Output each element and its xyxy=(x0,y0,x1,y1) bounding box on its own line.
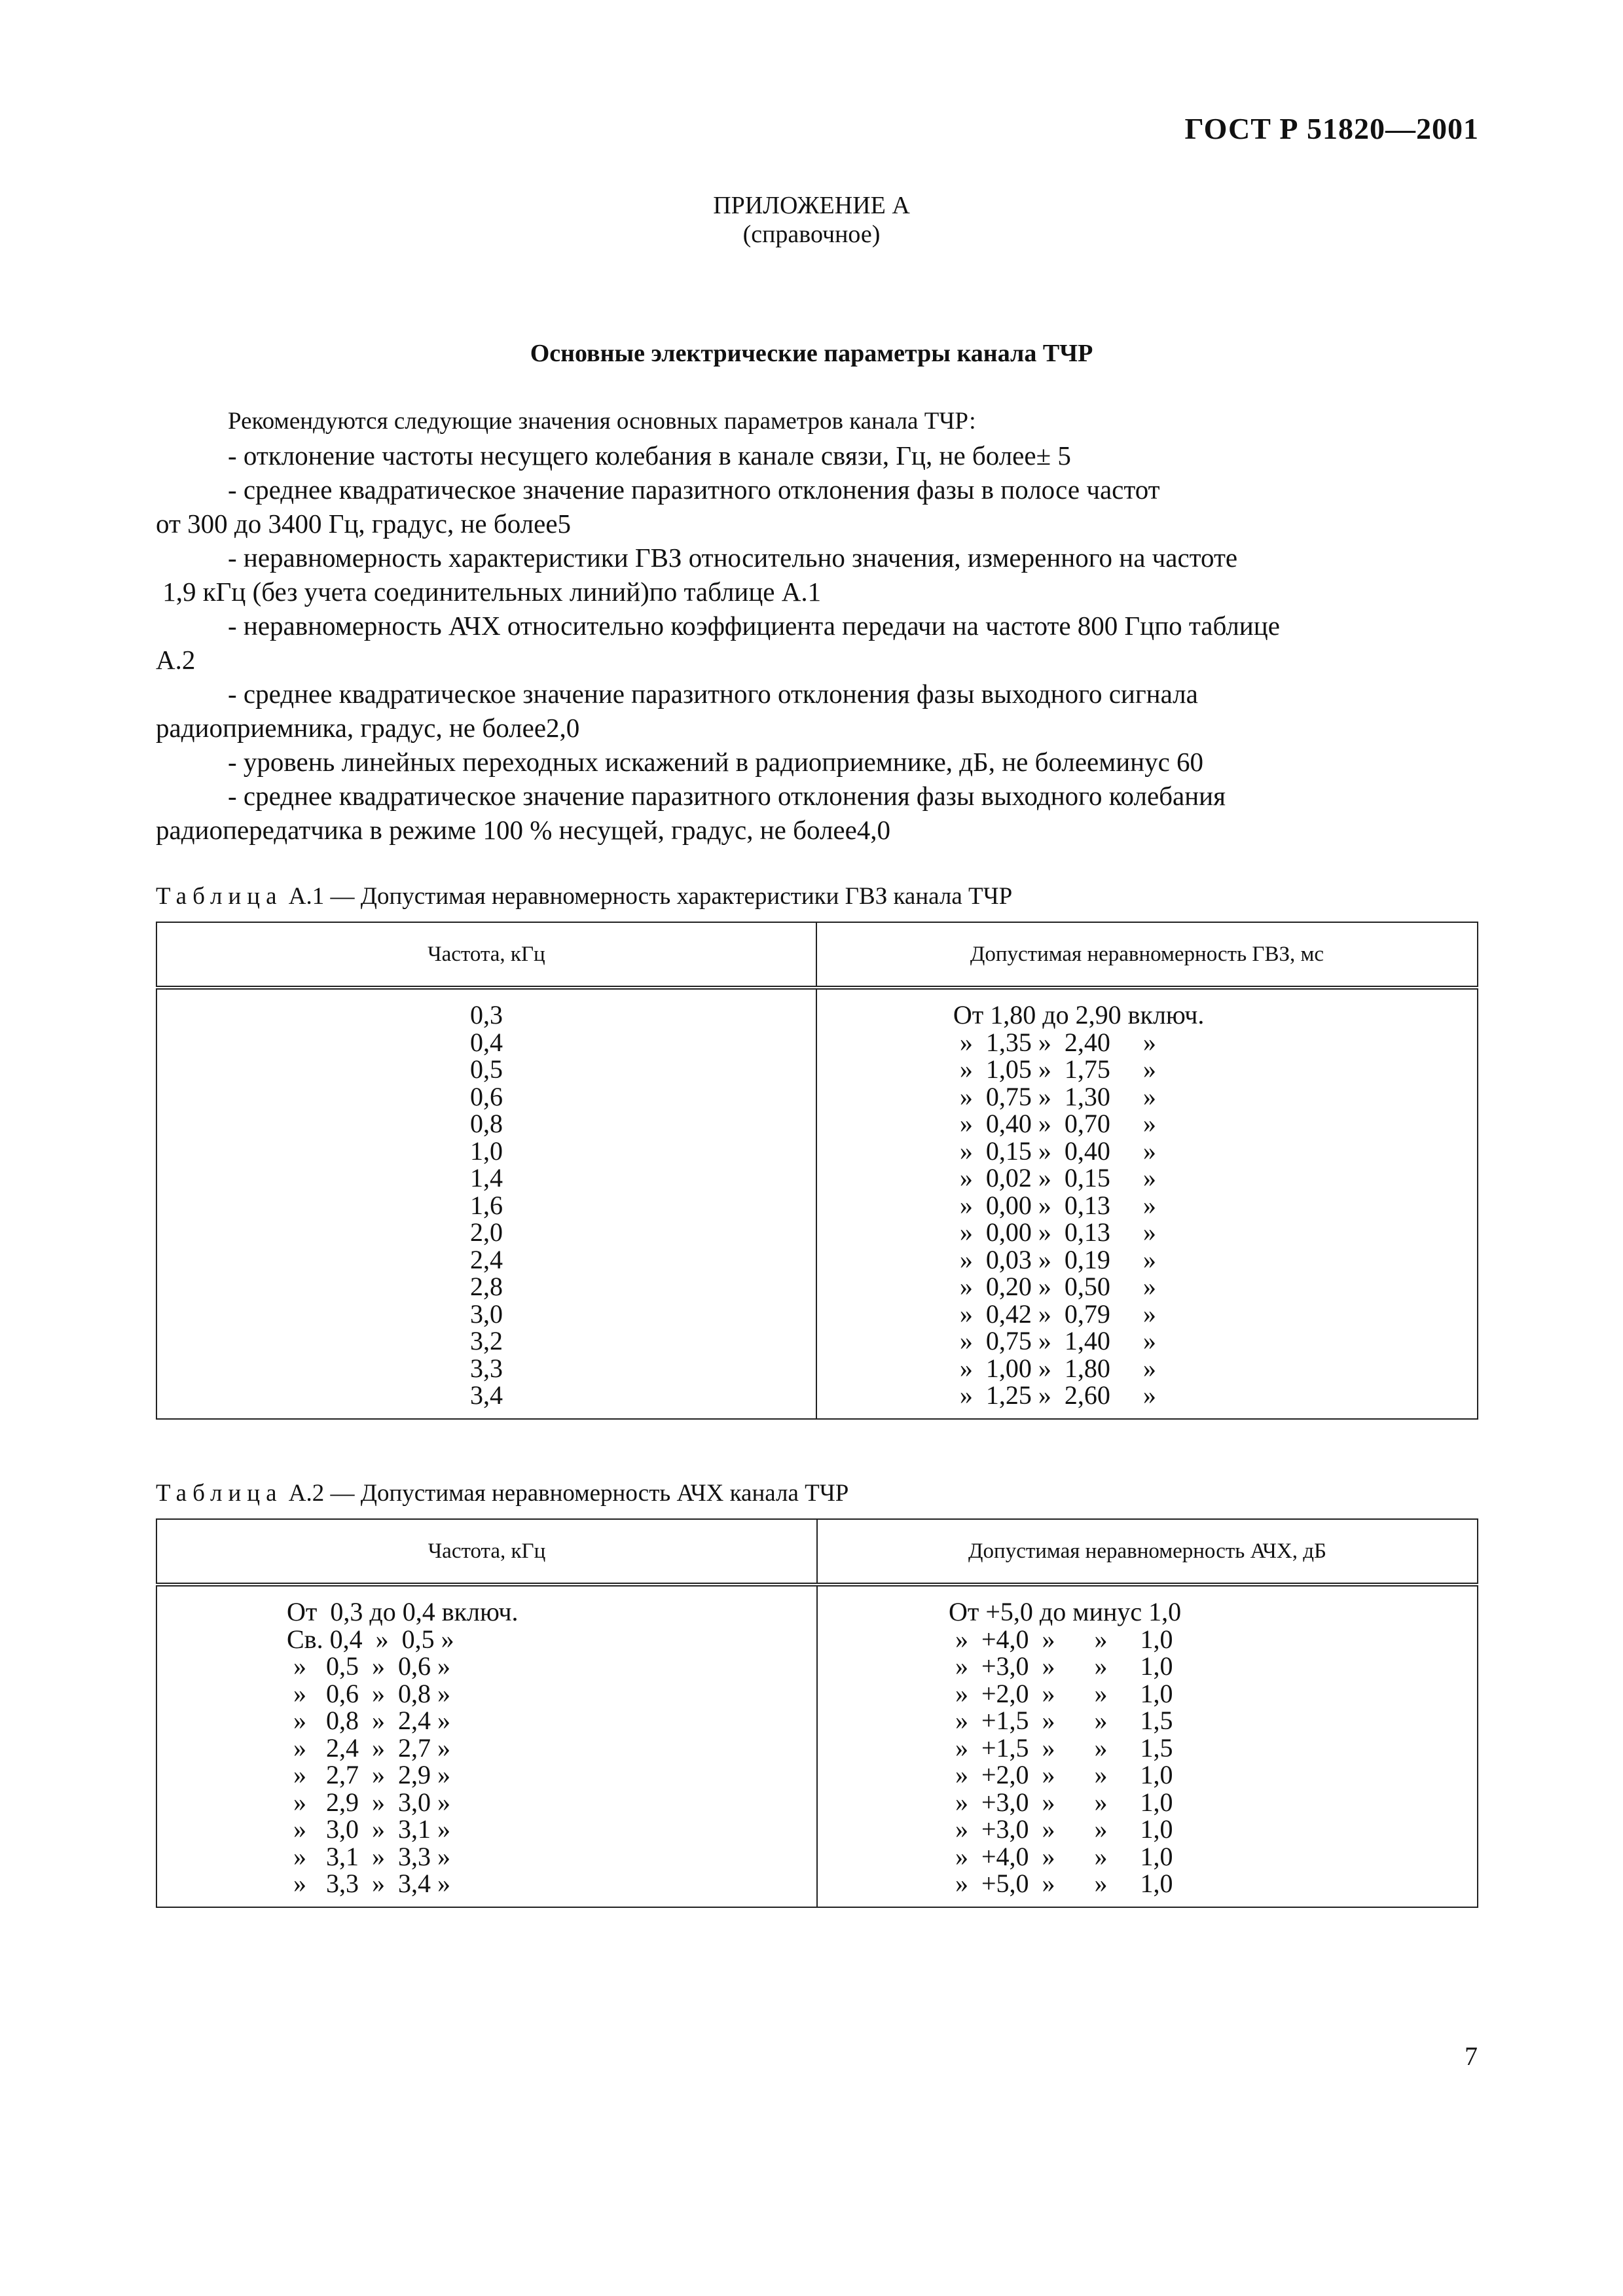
table1-frequency-cell: 2,4 xyxy=(469,1244,503,1274)
table1-gvz-cell: » 0,03 » 0,19 » xyxy=(953,1244,1156,1274)
param-transient-distortion: - уровень линейных переходных искажений в радиоприемнике, дБ, не болееминус 60 xyxy=(228,747,1204,777)
param-transmitter-phase-line1: - среднее квадратическое значение паразитного отклонения фазы выходного колебания xyxy=(228,781,1226,811)
table1-frequency-cell: 2,0 xyxy=(469,1217,503,1247)
param-frequency-deviation: - отклонение частоты несущего колебания в канале связи, Гц, не более± 5 xyxy=(228,440,1071,471)
table1-header-row xyxy=(156,922,1478,988)
table1-gvz-cell: » 0,40 » 0,70 » xyxy=(953,1109,1156,1138)
param-receiver-phase-line1: - среднее квадратическое значение паразитного отклонения фазы выходного сигнала xyxy=(228,679,1198,709)
table2-body-row xyxy=(156,1585,1478,1907)
table1-frequency-cell: 0,6 xyxy=(469,1081,503,1111)
section-heading: Основные электрические параметры канала ТЧР xyxy=(530,340,1093,367)
table1-gvz-cell: » 0,75 » 1,40 » xyxy=(953,1326,1156,1355)
param-receiver-phase-line2: радиоприемника, градус, не более2,0 xyxy=(156,713,580,743)
param-achh-line2: А.2 xyxy=(156,645,196,675)
table1-caption xyxy=(156,882,1012,910)
table2-frequency-cell: » 2,9 » 3,0 » xyxy=(287,1787,450,1817)
table1-body-row xyxy=(156,988,1478,1419)
table2-achh-values xyxy=(949,1598,1477,1897)
table2-frequency-column xyxy=(156,1585,817,1907)
table1-gvz-cell: » 0,00 » 0,13 » xyxy=(953,1190,1156,1220)
appendix-title-block xyxy=(0,191,1623,249)
table2-frequency-cell: » 2,7 » 2,9 » xyxy=(287,1760,450,1789)
table2-header-achh: Допустимая неравномерность АЧХ, дБ xyxy=(817,1519,1478,1585)
table2-frequency-cell: » 0,8 » 2,4 » xyxy=(287,1706,450,1735)
param-phase-deviation-line1: - среднее квадратическое значение паразитного отклонения фазы в полосе частот xyxy=(228,475,1160,505)
table1-caption-label: Таблица xyxy=(156,883,283,910)
param-gvz-line2: 1,9 кГц (без учета соединительных линий)по таблице А.1 xyxy=(156,577,822,607)
table2-achh-cell: » +4,0 » » 1,0 xyxy=(948,1841,1173,1871)
table1-gvz-cell: От 1,80 до 2,90 включ. xyxy=(953,1000,1205,1030)
table2-caption-text: А.2 — Допустимая неравномерность АЧХ канала ТЧР xyxy=(282,1480,849,1507)
table1-frequency-cell: 3,3 xyxy=(469,1353,503,1383)
table1-frequency-cell: 0,3 xyxy=(469,1000,503,1030)
table1-gvz-cell: » 0,15 » 0,40 » xyxy=(953,1136,1156,1166)
table2-achh-cell: » +2,0 » » 1,0 xyxy=(948,1760,1173,1789)
table2-header-frequency: Частота, кГц xyxy=(156,1519,817,1585)
page-number: 7 xyxy=(1465,2041,1478,2071)
table2-frequency-cell: » 3,0 » 3,1 » xyxy=(287,1814,450,1844)
table1-frequency-cell: 3,2 xyxy=(469,1326,503,1355)
table1-gvz-cell: » 0,02 » 0,15 » xyxy=(953,1163,1156,1193)
table1-header-gvz: Допустимая неравномерность ГВЗ, мс xyxy=(816,922,1478,988)
table1-gvz-cell: » 1,05 » 1,75 » xyxy=(953,1054,1156,1084)
intro-paragraph: Рекомендуются следующие значения основных параметров канала ТЧР: xyxy=(228,408,976,435)
table2-caption-label: Таблица xyxy=(156,1480,283,1507)
table2-achh-cell: » +3,0 » » 1,0 xyxy=(948,1787,1173,1817)
table2-frequency-cell: » 0,5 » 0,6 » xyxy=(287,1651,450,1681)
table1-gvz-cell: » 0,20 » 0,50 » xyxy=(953,1272,1156,1301)
param-transmitter-phase-line2: радиопередатчика в режиме 100 % несущей, градус, не более4,0 xyxy=(156,815,891,845)
table1-frequency-cell: 0,4 xyxy=(469,1027,503,1057)
param-achh-line1: - неравномерность АЧХ относительно коэффициента передачи на частоте 800 Гцпо таблице xyxy=(228,611,1280,641)
table2-frequency-cell: » 3,1 » 3,3 » xyxy=(287,1841,450,1871)
table1-frequency-cell: 1,4 xyxy=(469,1163,503,1193)
table1-frequency-cell: 3,4 xyxy=(469,1380,503,1410)
table1-frequency-cell: 1,0 xyxy=(469,1136,503,1166)
table2-frequency-values xyxy=(287,1598,816,1897)
table1-gvz-values xyxy=(953,1001,1477,1409)
table2-caption xyxy=(156,1479,848,1507)
table2-achh-column xyxy=(817,1585,1478,1907)
table1-frequency-cell: 3,0 xyxy=(469,1299,503,1329)
standard-designation: ГОСТ Р 51820—2001 xyxy=(1184,112,1479,145)
appendix-subtitle: (справочное) xyxy=(742,221,881,248)
parameters-text xyxy=(156,404,1478,847)
table2-frequency-cell: » 2,4 » 2,7 » xyxy=(287,1732,450,1763)
table-gvz xyxy=(156,922,1478,1420)
table1-gvz-cell: » 0,75 » 1,30 » xyxy=(953,1081,1156,1111)
table2-frequency-cell: Св. 0,4 » 0,5 » xyxy=(287,1624,454,1654)
table1-gvz-cell: » 1,35 » 2,40 » xyxy=(953,1027,1156,1057)
table2-achh-cell: » +3,0 » » 1,0 xyxy=(948,1651,1173,1681)
param-phase-deviation-line2: от 300 до 3400 Гц, градус, не более5 xyxy=(156,509,572,539)
table1-gvz-cell: » 0,00 » 0,13 » xyxy=(953,1217,1156,1247)
table2-achh-cell: » +1,5 » » 1,5 xyxy=(948,1732,1173,1763)
table2-frequency-cell: От 0,3 до 0,4 включ. xyxy=(287,1597,519,1626)
table2-frequency-cell: » 0,6 » 0,8 » xyxy=(287,1678,450,1708)
table-achh xyxy=(156,1518,1478,1908)
appendix-title: ПРИЛОЖЕНИЕ А xyxy=(713,192,910,219)
table2-achh-cell: » +3,0 » » 1,0 xyxy=(948,1814,1173,1844)
table2-frequency-cell: » 3,3 » 3,4 » xyxy=(287,1869,450,1898)
table2-achh-cell: » +5,0 » » 1,0 xyxy=(948,1869,1173,1898)
table2-achh-cell: » +2,0 » » 1,0 xyxy=(948,1678,1173,1708)
table1-frequency-cell: 0,8 xyxy=(469,1109,503,1138)
table1-frequency-cell: 0,5 xyxy=(469,1054,503,1084)
table1-gvz-cell: » 0,42 » 0,79 » xyxy=(953,1299,1156,1329)
param-gvz-line1: - неравномерность характеристики ГВЗ относительно значения, измеренного на частоте xyxy=(228,543,1238,573)
table1-gvz-column xyxy=(816,988,1478,1419)
table1-gvz-cell: » 1,00 » 1,80 » xyxy=(953,1353,1156,1383)
table2-achh-cell: От +5,0 до минус 1,0 xyxy=(948,1597,1182,1626)
table1-header-frequency: Частота, кГц xyxy=(156,922,816,988)
table1-frequency-column xyxy=(156,988,816,1419)
table2-achh-cell: » +1,5 » » 1,5 xyxy=(948,1706,1173,1735)
table2-achh-cell: » +4,0 » » 1,0 xyxy=(948,1624,1173,1654)
table1-frequency-cell: 2,8 xyxy=(469,1272,503,1301)
table1-caption-text: А.1 — Допустимая неравномерность характеристики ГВЗ канала ТЧР xyxy=(282,883,1013,910)
table1-frequency-cell: 1,6 xyxy=(469,1190,503,1220)
table1-gvz-cell: » 1,25 » 2,60 » xyxy=(953,1380,1156,1410)
table2-header-row xyxy=(156,1519,1478,1585)
